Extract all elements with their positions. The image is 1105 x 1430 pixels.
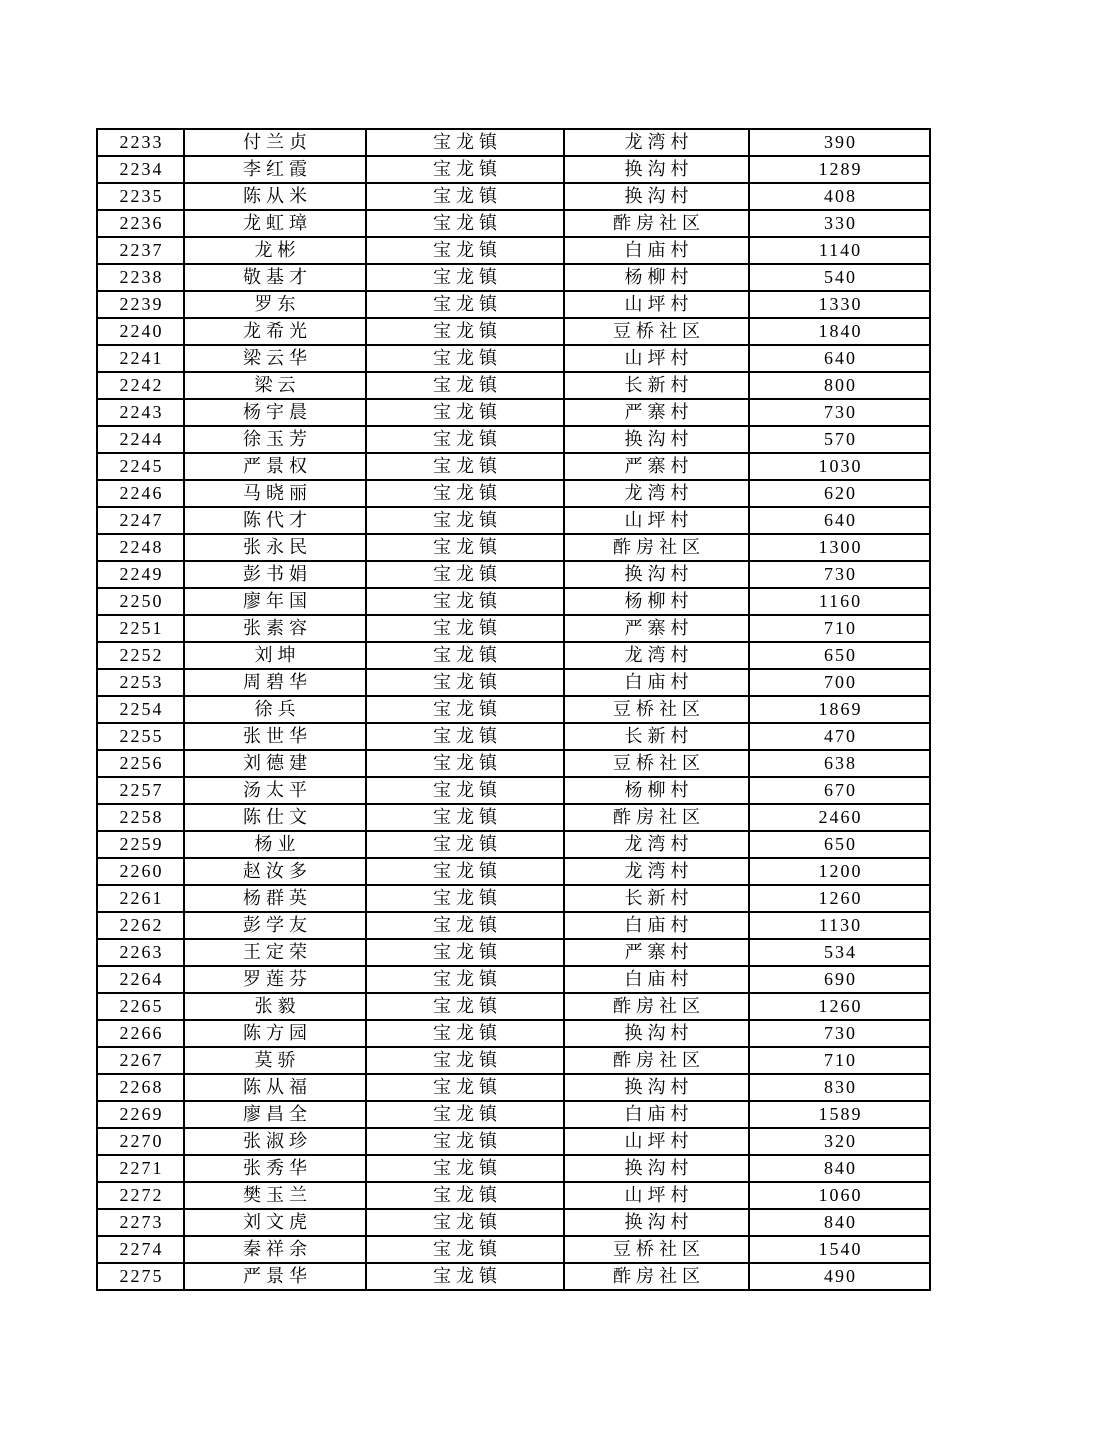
cell-serial-number: 2274: [97, 1236, 184, 1263]
cell-amount: 540: [749, 264, 930, 291]
cell-amount: 1130: [749, 912, 930, 939]
cell-village: 酢房社区: [564, 1047, 749, 1074]
cell-serial-number: 2262: [97, 912, 184, 939]
cell-amount: 640: [749, 345, 930, 372]
cell-amount: 690: [749, 966, 930, 993]
cell-village: 山坪村: [564, 291, 749, 318]
table-row: [97, 399, 930, 426]
cell-village: 豆桥社区: [564, 318, 749, 345]
cell-amount: 730: [749, 561, 930, 588]
cell-village: 豆桥社区: [564, 696, 749, 723]
table-row: [97, 210, 930, 237]
cell-person-name: 严景华: [184, 1263, 366, 1290]
cell-town: 宝龙镇: [366, 1047, 564, 1074]
table-row: [97, 291, 930, 318]
cell-serial-number: 2235: [97, 183, 184, 210]
cell-village: 山坪村: [564, 507, 749, 534]
cell-serial-number: 2271: [97, 1155, 184, 1182]
cell-village: 龙湾村: [564, 129, 749, 156]
cell-person-name: 龙虹璋: [184, 210, 366, 237]
cell-amount: 1030: [749, 453, 930, 480]
cell-amount: 1260: [749, 993, 930, 1020]
table-row: [97, 534, 930, 561]
cell-town: 宝龙镇: [366, 804, 564, 831]
table-row: [97, 156, 930, 183]
cell-serial-number: 2237: [97, 237, 184, 264]
cell-serial-number: 2275: [97, 1263, 184, 1290]
cell-amount: 700: [749, 669, 930, 696]
cell-amount: 840: [749, 1209, 930, 1236]
cell-serial-number: 2254: [97, 696, 184, 723]
cell-town: 宝龙镇: [366, 453, 564, 480]
cell-amount: 1140: [749, 237, 930, 264]
cell-town: 宝龙镇: [366, 345, 564, 372]
cell-person-name: 龙彬: [184, 237, 366, 264]
cell-village: 换沟村: [564, 156, 749, 183]
cell-village: 酢房社区: [564, 210, 749, 237]
cell-serial-number: 2267: [97, 1047, 184, 1074]
cell-town: 宝龙镇: [366, 1020, 564, 1047]
table-row: [97, 1182, 930, 1209]
cell-village: 酢房社区: [564, 993, 749, 1020]
table-row: [97, 264, 930, 291]
cell-serial-number: 2252: [97, 642, 184, 669]
cell-amount: 1300: [749, 534, 930, 561]
cell-town: 宝龙镇: [366, 318, 564, 345]
table-row: [97, 588, 930, 615]
cell-amount: 800: [749, 372, 930, 399]
cell-person-name: 杨宇晨: [184, 399, 366, 426]
cell-amount: 320: [749, 1128, 930, 1155]
cell-serial-number: 2241: [97, 345, 184, 372]
cell-person-name: 汤太平: [184, 777, 366, 804]
cell-town: 宝龙镇: [366, 264, 564, 291]
cell-serial-number: 2238: [97, 264, 184, 291]
cell-village: 换沟村: [564, 1209, 749, 1236]
cell-village: 龙湾村: [564, 831, 749, 858]
cell-person-name: 廖年国: [184, 588, 366, 615]
cell-serial-number: 2263: [97, 939, 184, 966]
cell-village: 换沟村: [564, 1074, 749, 1101]
cell-amount: 710: [749, 1047, 930, 1074]
cell-person-name: 罗莲芬: [184, 966, 366, 993]
cell-amount: 1840: [749, 318, 930, 345]
cell-person-name: 赵汝多: [184, 858, 366, 885]
cell-serial-number: 2256: [97, 750, 184, 777]
cell-amount: 710: [749, 615, 930, 642]
cell-town: 宝龙镇: [366, 669, 564, 696]
cell-serial-number: 2246: [97, 480, 184, 507]
cell-town: 宝龙镇: [366, 426, 564, 453]
cell-village: 杨柳村: [564, 264, 749, 291]
cell-town: 宝龙镇: [366, 399, 564, 426]
cell-person-name: 罗东: [184, 291, 366, 318]
cell-town: 宝龙镇: [366, 156, 564, 183]
cell-serial-number: 2260: [97, 858, 184, 885]
cell-amount: 1589: [749, 1101, 930, 1128]
cell-village: 严寨村: [564, 939, 749, 966]
cell-serial-number: 2268: [97, 1074, 184, 1101]
cell-town: 宝龙镇: [366, 615, 564, 642]
cell-amount: 470: [749, 723, 930, 750]
cell-person-name: 龙希光: [184, 318, 366, 345]
table-row: [97, 669, 930, 696]
cell-village: 白庙村: [564, 669, 749, 696]
cell-serial-number: 2245: [97, 453, 184, 480]
cell-village: 换沟村: [564, 561, 749, 588]
cell-person-name: 刘文虎: [184, 1209, 366, 1236]
table-row: [97, 237, 930, 264]
cell-town: 宝龙镇: [366, 480, 564, 507]
cell-town: 宝龙镇: [366, 1101, 564, 1128]
cell-town: 宝龙镇: [366, 372, 564, 399]
cell-amount: 1289: [749, 156, 930, 183]
cell-town: 宝龙镇: [366, 642, 564, 669]
cell-serial-number: 2255: [97, 723, 184, 750]
cell-village: 龙湾村: [564, 858, 749, 885]
cell-amount: 408: [749, 183, 930, 210]
cell-village: 白庙村: [564, 966, 749, 993]
table-row: [97, 804, 930, 831]
cell-person-name: 陈方园: [184, 1020, 366, 1047]
cell-amount: 330: [749, 210, 930, 237]
cell-person-name: 彭书娟: [184, 561, 366, 588]
cell-person-name: 陈从福: [184, 1074, 366, 1101]
table-row: [97, 723, 930, 750]
cell-serial-number: 2236: [97, 210, 184, 237]
table-row: [97, 1020, 930, 1047]
cell-amount: 490: [749, 1263, 930, 1290]
cell-village: 换沟村: [564, 1020, 749, 1047]
cell-town: 宝龙镇: [366, 534, 564, 561]
cell-person-name: 敬基才: [184, 264, 366, 291]
cell-town: 宝龙镇: [366, 129, 564, 156]
cell-village: 严寨村: [564, 399, 749, 426]
table-row: [97, 912, 930, 939]
cell-person-name: 张素容: [184, 615, 366, 642]
cell-town: 宝龙镇: [366, 696, 564, 723]
cell-town: 宝龙镇: [366, 1182, 564, 1209]
cell-serial-number: 2265: [97, 993, 184, 1020]
cell-amount: 570: [749, 426, 930, 453]
cell-serial-number: 2273: [97, 1209, 184, 1236]
cell-town: 宝龙镇: [366, 561, 564, 588]
cell-amount: 638: [749, 750, 930, 777]
cell-village: 豆桥社区: [564, 750, 749, 777]
cell-town: 宝龙镇: [366, 993, 564, 1020]
cell-serial-number: 2251: [97, 615, 184, 642]
cell-person-name: 徐玉芳: [184, 426, 366, 453]
cell-person-name: 张永民: [184, 534, 366, 561]
cell-amount: 650: [749, 642, 930, 669]
cell-town: 宝龙镇: [366, 1128, 564, 1155]
cell-town: 宝龙镇: [366, 291, 564, 318]
cell-amount: 1160: [749, 588, 930, 615]
cell-serial-number: 2248: [97, 534, 184, 561]
cell-town: 宝龙镇: [366, 588, 564, 615]
cell-town: 宝龙镇: [366, 1155, 564, 1182]
cell-serial-number: 2264: [97, 966, 184, 993]
cell-serial-number: 2257: [97, 777, 184, 804]
table-row: [97, 858, 930, 885]
cell-person-name: 陈代才: [184, 507, 366, 534]
cell-village: 白庙村: [564, 912, 749, 939]
cell-person-name: 莫骄: [184, 1047, 366, 1074]
cell-amount: 1540: [749, 1236, 930, 1263]
cell-person-name: 梁云华: [184, 345, 366, 372]
cell-amount: 650: [749, 831, 930, 858]
cell-person-name: 陈从米: [184, 183, 366, 210]
cell-amount: 620: [749, 480, 930, 507]
cell-person-name: 彭学友: [184, 912, 366, 939]
table-row: [97, 426, 930, 453]
cell-town: 宝龙镇: [366, 210, 564, 237]
cell-serial-number: 2259: [97, 831, 184, 858]
cell-person-name: 刘坤: [184, 642, 366, 669]
cell-serial-number: 2261: [97, 885, 184, 912]
cell-person-name: 梁云: [184, 372, 366, 399]
table-row: [97, 1263, 930, 1290]
cell-person-name: 周碧华: [184, 669, 366, 696]
cell-town: 宝龙镇: [366, 1263, 564, 1290]
cell-amount: 830: [749, 1074, 930, 1101]
cell-village: 严寨村: [564, 453, 749, 480]
table-row: [97, 993, 930, 1020]
cell-village: 山坪村: [564, 1182, 749, 1209]
cell-amount: 390: [749, 129, 930, 156]
cell-serial-number: 2266: [97, 1020, 184, 1047]
cell-town: 宝龙镇: [366, 723, 564, 750]
cell-village: 龙湾村: [564, 642, 749, 669]
table-row: [97, 885, 930, 912]
table-row: [97, 318, 930, 345]
cell-town: 宝龙镇: [366, 507, 564, 534]
table-row: [97, 1128, 930, 1155]
cell-serial-number: 2250: [97, 588, 184, 615]
cell-person-name: 刘德建: [184, 750, 366, 777]
cell-amount: 534: [749, 939, 930, 966]
cell-village: 杨柳村: [564, 588, 749, 615]
cell-village: 白庙村: [564, 237, 749, 264]
cell-village: 换沟村: [564, 426, 749, 453]
cell-serial-number: 2272: [97, 1182, 184, 1209]
cell-village: 酢房社区: [564, 804, 749, 831]
cell-amount: 1060: [749, 1182, 930, 1209]
cell-village: 换沟村: [564, 1155, 749, 1182]
cell-amount: 1869: [749, 696, 930, 723]
cell-town: 宝龙镇: [366, 183, 564, 210]
cell-village: 杨柳村: [564, 777, 749, 804]
cell-town: 宝龙镇: [366, 777, 564, 804]
cell-person-name: 樊玉兰: [184, 1182, 366, 1209]
cell-town: 宝龙镇: [366, 750, 564, 777]
cell-person-name: 张秀华: [184, 1155, 366, 1182]
table-row: [97, 345, 930, 372]
cell-person-name: 徐兵: [184, 696, 366, 723]
cell-person-name: 秦祥余: [184, 1236, 366, 1263]
cell-town: 宝龙镇: [366, 858, 564, 885]
cell-serial-number: 2234: [97, 156, 184, 183]
cell-person-name: 王定荣: [184, 939, 366, 966]
cell-person-name: 张世华: [184, 723, 366, 750]
table-body: [97, 129, 930, 1290]
cell-serial-number: 2270: [97, 1128, 184, 1155]
cell-village: 酢房社区: [564, 1263, 749, 1290]
cell-town: 宝龙镇: [366, 831, 564, 858]
table-row: [97, 615, 930, 642]
table-row: [97, 750, 930, 777]
cell-village: 龙湾村: [564, 480, 749, 507]
table-row: [97, 507, 930, 534]
table-row: [97, 480, 930, 507]
table-row: [97, 939, 930, 966]
cell-person-name: 陈仕文: [184, 804, 366, 831]
cell-person-name: 李红霞: [184, 156, 366, 183]
table-row: [97, 1209, 930, 1236]
cell-amount: 1200: [749, 858, 930, 885]
cell-village: 白庙村: [564, 1101, 749, 1128]
cell-amount: 1260: [749, 885, 930, 912]
cell-person-name: 廖昌全: [184, 1101, 366, 1128]
cell-serial-number: 2258: [97, 804, 184, 831]
table-row: [97, 1047, 930, 1074]
table-row: [97, 696, 930, 723]
cell-serial-number: 2242: [97, 372, 184, 399]
table-row: [97, 1101, 930, 1128]
cell-person-name: 付兰贞: [184, 129, 366, 156]
cell-serial-number: 2269: [97, 1101, 184, 1128]
cell-village: 山坪村: [564, 1128, 749, 1155]
cell-town: 宝龙镇: [366, 1209, 564, 1236]
cell-town: 宝龙镇: [366, 966, 564, 993]
cell-village: 长新村: [564, 372, 749, 399]
cell-town: 宝龙镇: [366, 912, 564, 939]
cell-village: 豆桥社区: [564, 1236, 749, 1263]
cell-person-name: 杨业: [184, 831, 366, 858]
table-row: [97, 777, 930, 804]
cell-person-name: 马晓丽: [184, 480, 366, 507]
cell-amount: 730: [749, 1020, 930, 1047]
cell-amount: 2460: [749, 804, 930, 831]
table-row: [97, 966, 930, 993]
table-row: [97, 561, 930, 588]
cell-village: 山坪村: [564, 345, 749, 372]
cell-person-name: 严景权: [184, 453, 366, 480]
cell-town: 宝龙镇: [366, 1236, 564, 1263]
cell-amount: 730: [749, 399, 930, 426]
table-row: [97, 1155, 930, 1182]
cell-village: 换沟村: [564, 183, 749, 210]
cell-person-name: 张淑珍: [184, 1128, 366, 1155]
cell-village: 酢房社区: [564, 534, 749, 561]
table-row: [97, 1074, 930, 1101]
cell-amount: 670: [749, 777, 930, 804]
cell-serial-number: 2247: [97, 507, 184, 534]
cell-person-name: 杨群英: [184, 885, 366, 912]
table-row: [97, 129, 930, 156]
cell-serial-number: 2233: [97, 129, 184, 156]
table-row: [97, 372, 930, 399]
cell-serial-number: 2249: [97, 561, 184, 588]
cell-town: 宝龙镇: [366, 237, 564, 264]
cell-village: 严寨村: [564, 615, 749, 642]
roster-table: [96, 128, 931, 1291]
cell-serial-number: 2240: [97, 318, 184, 345]
table-row: [97, 1236, 930, 1263]
table-row: [97, 831, 930, 858]
cell-village: 长新村: [564, 723, 749, 750]
cell-town: 宝龙镇: [366, 939, 564, 966]
cell-serial-number: 2243: [97, 399, 184, 426]
cell-serial-number: 2244: [97, 426, 184, 453]
cell-village: 长新村: [564, 885, 749, 912]
table-row: [97, 453, 930, 480]
cell-serial-number: 2253: [97, 669, 184, 696]
table-row: [97, 642, 930, 669]
cell-amount: 840: [749, 1155, 930, 1182]
cell-person-name: 张毅: [184, 993, 366, 1020]
cell-town: 宝龙镇: [366, 1074, 564, 1101]
cell-amount: 1330: [749, 291, 930, 318]
cell-town: 宝龙镇: [366, 885, 564, 912]
cell-serial-number: 2239: [97, 291, 184, 318]
table-row: [97, 183, 930, 210]
cell-amount: 640: [749, 507, 930, 534]
